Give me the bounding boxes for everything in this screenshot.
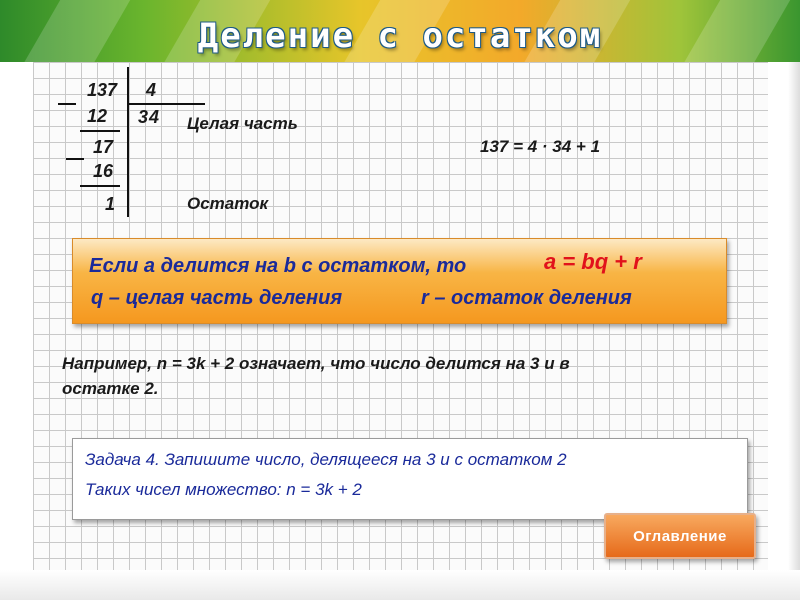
task-statement: Задача 4. Запишите число, делящееся на 3 и с остатком 2 — [85, 450, 567, 469]
slide-edge-shadow — [788, 62, 800, 600]
rule-condition: Если a делится на b с остатком, то — [89, 255, 467, 277]
dividend: 137 — [87, 80, 118, 100]
remainder-value: 1 — [105, 194, 116, 214]
first-subtrahend: 12 — [87, 106, 108, 126]
table-of-contents-button[interactable] — [604, 513, 756, 559]
slide-title: Деление с остатком — [197, 16, 603, 56]
division-quotient-bar — [127, 103, 205, 105]
rule-q-description: q – целая часть деления — [91, 287, 343, 309]
second-subtrahend: 16 — [93, 161, 114, 181]
task-answer: Таких чисел множество: n = 3k + 2 — [85, 480, 362, 499]
slide-frame-bottom — [0, 570, 800, 600]
example-line-2: остатке 2. — [62, 379, 159, 398]
rule-r-description: r – остаток деления — [421, 287, 632, 309]
rule-formula: a = bq + r — [544, 249, 642, 274]
slide-frame-left — [0, 62, 33, 600]
division-vertical-bar — [127, 67, 129, 217]
remainder-label: Остаток — [187, 194, 269, 213]
subtraction-line-1 — [80, 130, 120, 132]
minus-sign-1 — [58, 103, 76, 105]
rule-box — [72, 238, 727, 324]
example-line-1: Например, n = 3k + 2 означает, что число делится на 3 и в — [62, 354, 570, 373]
table-of-contents-label: Оглавление — [633, 527, 727, 545]
partial-dividend: 17 — [93, 137, 114, 157]
subtraction-line-2 — [80, 185, 120, 187]
quotient: 34 — [138, 107, 161, 127]
divisor: 4 — [146, 80, 157, 100]
minus-sign-2 — [66, 158, 84, 160]
division-equation: 137 = 4 · 34 + 1 — [480, 137, 601, 156]
quotient-label: Целая часть — [187, 114, 298, 133]
task-box — [72, 438, 748, 520]
